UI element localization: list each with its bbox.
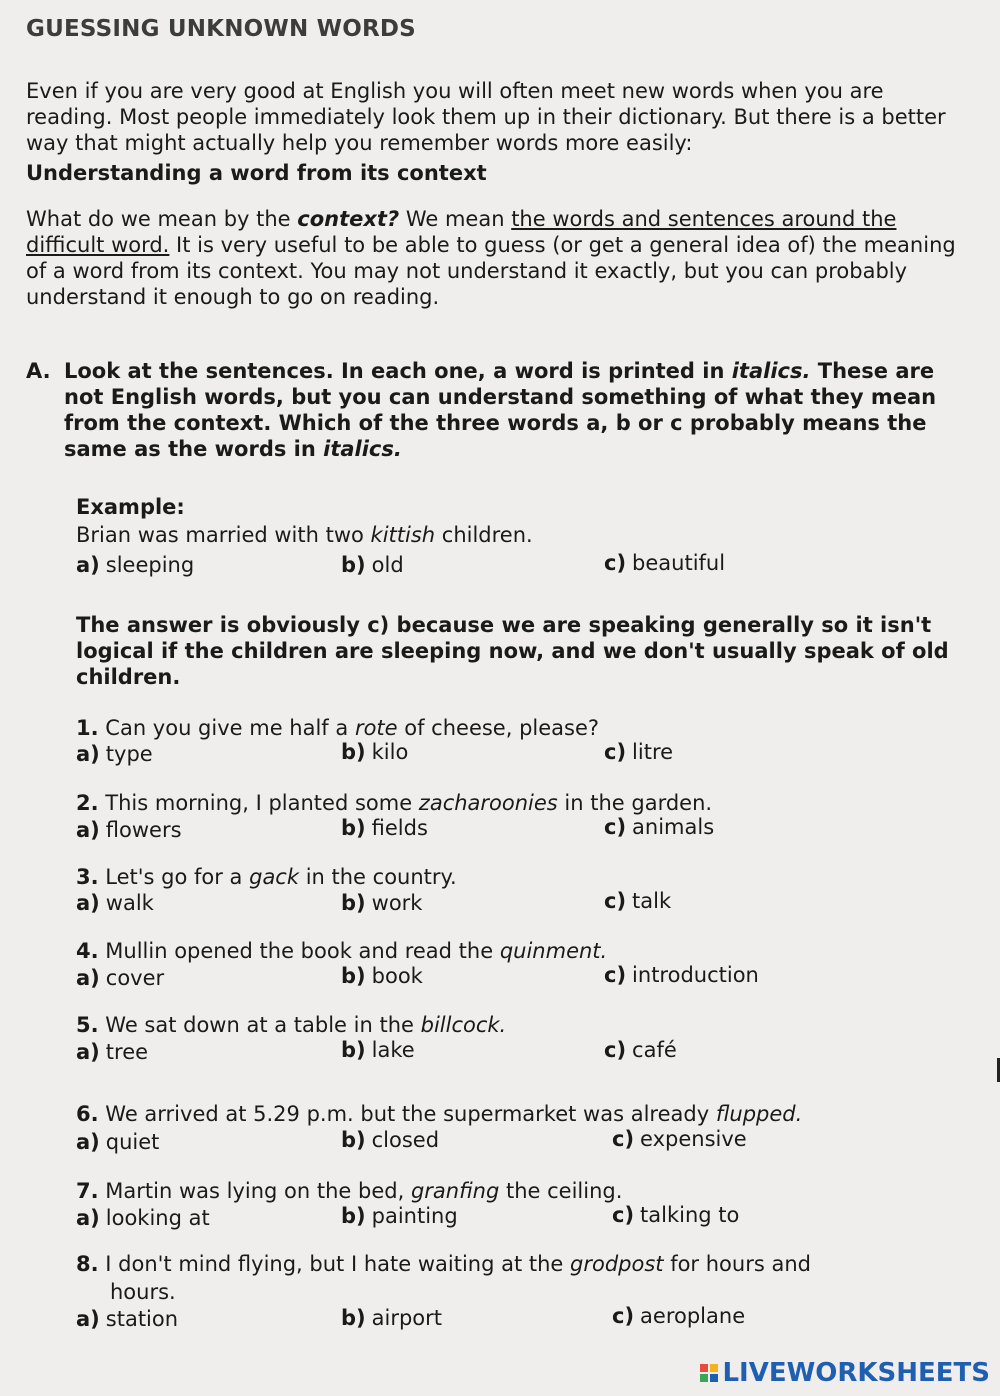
q1-option-c[interactable] [604,740,673,764]
option-letter: c) [604,963,627,987]
sentence-text: Martin was lying on the bed, [105,1179,411,1203]
q2-option-c[interactable] [604,815,714,839]
section-subheading: Understanding a word from its context [26,161,487,185]
question-number: 3. [76,865,99,889]
option-text: aeroplane [640,1304,746,1328]
unknown-word: flupped. [715,1102,803,1126]
option-text: book [371,964,423,988]
question-4 [76,939,607,963]
unknown-word: zacharoonies [418,791,558,815]
question-1 [76,716,599,740]
sentence-text: We arrived at 5.29 p.m. but the supermarket was already [105,1102,716,1126]
instruction-text [64,358,976,462]
context-text: We mean [399,207,512,231]
option-letter: b) [341,1128,366,1152]
option-letter: c) [604,740,627,764]
option-text: expensive [640,1127,747,1151]
q2-option-b[interactable] [341,816,428,840]
q4-option-c[interactable] [604,963,759,987]
logo-text: LIVEWORKSHEETS [722,1358,990,1388]
q7-option-b[interactable] [341,1204,458,1228]
context-text: What do we mean by the [26,207,298,231]
q5-option-c[interactable] [604,1038,677,1062]
sentence-text: This morning, I planted some [105,791,419,815]
sentence-text: Let's go for a [105,865,250,889]
option-letter: c) [612,1127,635,1151]
sentence-text: of cheese, please? [397,716,600,740]
unknown-word: quinment. [499,939,608,963]
logo-square [700,1374,708,1382]
q1-option-a[interactable] [76,742,153,766]
option-text: old [371,553,404,577]
page-title: GUESSING UNKNOWN WORDS [26,16,416,42]
q5-option-a[interactable] [76,1040,148,1064]
question-number: 4. [76,939,99,963]
intro-paragraph: Even if you are very good at English you will often meet new words when you are reading. Most people immediately look them up in their dictionary. But there is a better way that might actually help you remember words more easily: [26,79,946,155]
option-text: litre [632,740,674,764]
q4-option-b[interactable] [341,964,423,988]
option-letter: c) [604,1038,627,1062]
option-text: station [105,1307,179,1331]
option-text: beautiful [632,551,726,575]
italic-word: italics. [323,437,402,461]
logo-square [710,1364,718,1372]
option-letter: a) [76,742,100,766]
q5-option-b[interactable] [341,1038,415,1062]
logo-square [700,1364,708,1372]
example-option-b [341,553,404,577]
q8-option-b[interactable] [341,1306,442,1330]
question-number: 6. [76,1102,99,1126]
option-text: talk [632,889,672,913]
option-letter: b) [341,964,366,988]
liveworksheets-logo [700,1358,990,1388]
option-text: fields [371,816,428,840]
option-letter: a) [76,553,100,577]
unknown-word: billcock. [420,1013,507,1037]
option-letter: b) [341,1306,366,1330]
option-letter: c) [612,1203,635,1227]
sentence-text: children. [435,523,533,547]
question-6 [76,1102,802,1126]
sentence-text: I don't mind flying, but I hate waiting at the [105,1252,571,1276]
example-option-c [604,551,725,575]
q2-option-a[interactable] [76,818,182,842]
option-text: sleeping [105,553,195,577]
unknown-word: gack [249,865,300,889]
q8-option-c[interactable] [612,1304,745,1328]
instruction-part: Look at the sentences. In each one, a word is printed in [64,359,732,383]
option-letter: a) [76,1040,100,1064]
option-letter: a) [76,1130,100,1154]
option-letter: a) [76,1206,100,1230]
option-letter: b) [341,1038,366,1062]
option-letter: a) [76,891,100,915]
option-text: quiet [105,1130,160,1154]
question-number: 7. [76,1179,99,1203]
example-label: Example: [76,495,185,519]
question-7 [76,1179,622,1203]
option-letter: c) [604,815,627,839]
q7-option-a[interactable] [76,1206,210,1230]
q6-option-c[interactable] [612,1127,747,1151]
sentence-text: in the country. [299,865,457,889]
context-paragraph [26,206,961,310]
option-text: lake [371,1038,415,1062]
option-text: painting [371,1204,458,1228]
sentence-text: Mullin opened the book and read the [105,939,500,963]
option-letter: a) [76,1307,100,1331]
option-letter: b) [341,891,366,915]
option-letter: b) [341,740,366,764]
question-2 [76,791,712,815]
option-letter: b) [341,816,366,840]
sentence-text: in the garden. [557,791,713,815]
option-text: café [632,1038,677,1062]
example-option-a [76,553,194,577]
example-sentence [76,523,533,547]
q1-option-b[interactable] [341,740,408,764]
question-8-continuation: hours. [110,1280,176,1304]
sentence-text: the ceiling. [499,1179,623,1203]
sentence-text: Brian was married with two [76,523,371,547]
context-word: context? [297,207,400,231]
option-letter: a) [76,966,100,990]
option-letter: a) [76,818,100,842]
option-text: flowers [105,818,182,842]
context-text: It is very useful to be able to guess (or get a general idea of) the meaning of a word from its context. You may not understand it exactly, but you can probably understand it enough to go on reading. [26,233,956,309]
question-3 [76,865,457,889]
unknown-word: kittish [370,523,436,547]
question-number: 5. [76,1013,99,1037]
italic-word: italics. [731,359,811,383]
option-text: airport [371,1306,443,1330]
option-text: looking at [105,1206,210,1230]
option-text: type [105,742,153,766]
option-text: introduction [632,963,759,987]
sentence-text: for hours and [663,1252,811,1276]
q7-option-c[interactable] [612,1203,739,1227]
q3-option-b[interactable] [341,891,422,915]
answer-explanation: The answer is obviously c) because we are speaking generally so it isn't logical if the children are sleeping now, and we don't usually speak of old children. [76,613,949,689]
unknown-word: granfing [410,1179,500,1203]
question-5 [76,1013,506,1037]
option-text: closed [371,1128,440,1152]
q3-option-c[interactable] [604,889,671,913]
q3-option-a[interactable] [76,891,154,915]
q4-option-a[interactable] [76,966,164,990]
option-letter: c) [604,551,627,575]
question-8 [76,1252,811,1276]
q8-option-a[interactable] [76,1307,178,1331]
logo-square [710,1374,718,1382]
option-text: tree [105,1040,149,1064]
underlined-definition: the words and sentences around the difficult word. [26,207,897,257]
instruction-a [26,358,976,462]
question-number: 2. [76,791,99,815]
instruction-part: These are not English words, but you can understand something of what they mean from the context. Which of the three words a, b or c probably means the same as the words in [64,359,937,461]
sentence-text: Can you give me half a [105,716,355,740]
option-text: talking to [640,1203,740,1227]
question-number: 1. [76,716,99,740]
unknown-word: grodpost [570,1252,664,1276]
question-number: 8. [76,1252,99,1276]
sentence-text: We sat down at a table in the [105,1013,421,1037]
q6-option-a[interactable] [76,1130,159,1154]
option-text: kilo [371,740,409,764]
option-letter: b) [341,553,366,577]
instruction-letter: A. [26,359,51,383]
option-text: animals [632,815,715,839]
unknown-word: rote [354,716,398,740]
q6-option-b[interactable] [341,1128,439,1152]
option-letter: c) [612,1304,635,1328]
option-text: cover [105,966,165,990]
option-letter: c) [604,889,627,913]
logo-grid-icon [700,1364,718,1382]
option-letter: b) [341,1204,366,1228]
option-text: walk [105,891,154,915]
option-text: work [371,891,423,915]
